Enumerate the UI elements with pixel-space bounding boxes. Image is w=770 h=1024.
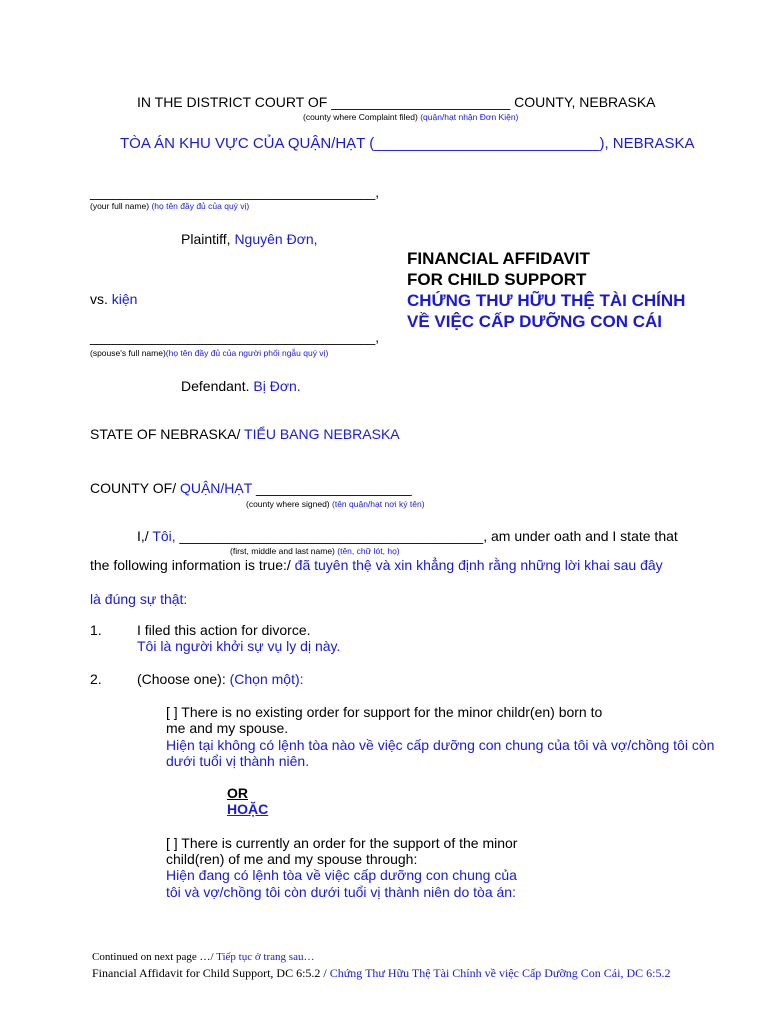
footer-form-id xyxy=(92,966,670,981)
oath-name-note xyxy=(230,546,400,556)
item-2-text-vi: (Chọn một): xyxy=(229,671,304,687)
footer-form-en: Financial Affidavit for Child Support, DC 6:5.2 / xyxy=(92,966,327,980)
oath-line-2-en: the following information is true:/ xyxy=(90,557,291,573)
oath-line-3-vi: là đúng sự thật: xyxy=(90,591,188,607)
versus xyxy=(90,291,137,307)
county-signed-note-vi: (tên quận/hạt nơi ký tên) xyxy=(332,499,425,509)
county-line xyxy=(90,480,412,496)
oath-line xyxy=(137,528,678,544)
option-b-line-2: child(ren) of me and my spouse through: xyxy=(166,851,418,867)
option-a-line-2: me and my spouse. xyxy=(166,720,289,736)
court-line-vi: TÒA ÁN KHU VỰC CỦA QUẬN/HẠT (___________________________), NEBRASKA xyxy=(120,135,695,152)
county-en: COUNTY OF/ xyxy=(90,480,177,496)
versus-vi: kiện xyxy=(111,291,138,307)
county-signed-note xyxy=(246,499,425,509)
plaintiff-name-line: ______________________________________, xyxy=(90,185,380,200)
option-a-checkbox-line[interactable]: [ ] There is no existing order for support for the minor childr(en) born to xyxy=(166,704,603,720)
item-2-text xyxy=(137,671,304,687)
or-label-en: OR xyxy=(227,785,248,801)
county-signed-note-en: (county where signed) xyxy=(246,499,330,509)
plaintiff-label-vi: Nguyên Đơn, xyxy=(234,231,318,247)
court-line: IN THE DISTRICT COURT OF _______________________ COUNTY, NEBRASKA xyxy=(137,94,656,110)
option-b-checkbox-line[interactable]: [ ] There is currently an order for the support of the minor xyxy=(166,835,518,851)
defendant-name-line: ______________________________________, xyxy=(90,330,380,345)
option-b-vi-line-1: Hiện đang có lệnh tòa về việc cấp dưỡng con chung của xyxy=(166,867,517,883)
item-1-text-vi: Tôi là người khởi sự vụ ly dị này. xyxy=(137,638,341,654)
oath-prefix-en: I,/ xyxy=(137,528,149,544)
or-label-vi: HOẶC xyxy=(227,801,269,817)
defendant-name-note xyxy=(90,348,328,358)
oath-line-2-vi: đã tuyên thệ và xin khẳng định rằng những lời khai sau đây xyxy=(294,557,663,573)
oath-blank-text: _______________________________________, am under oath and I state that xyxy=(179,528,678,544)
county-vi: QUẬN/HẠT xyxy=(179,480,253,496)
item-1-text-en: I filed this action for divorce. xyxy=(137,622,311,638)
option-a-vi-line-1: Hiện tại không có lệnh tòa nào về việc cấp dưỡng con chung của tôi và vợ/chồng tôi còn xyxy=(166,737,715,753)
plaintiff-label-en: Plaintiff, xyxy=(181,231,231,247)
footer-continued-en: Continued on next page …/ xyxy=(92,951,214,963)
item-2-number: 2. xyxy=(90,671,102,687)
county-blank: ____________________ xyxy=(255,480,412,496)
defendant-note-vi: (họ tên đầy đủ của người phối ngẫu quý vị) xyxy=(165,348,329,358)
defendant-label-vi: Bị Đơn. xyxy=(253,378,301,394)
footer-continued-vi: Tiếp tục ở trang sau… xyxy=(216,951,315,963)
document-title xyxy=(407,248,685,332)
versus-en: vs. xyxy=(90,291,108,307)
plaintiff-note-vi: (họ tên đầy đủ của quý vị) xyxy=(151,201,250,211)
title-line-4-vi: VỀ VIỆC CẤP DƯỠNG CON CÁI xyxy=(407,312,662,331)
state-line xyxy=(90,426,400,442)
oath-prefix-vi: Tôi, xyxy=(152,528,176,544)
oath-note-en: (first, middle and last name) xyxy=(230,546,335,556)
defendant-note-en: (spouse's full name) xyxy=(90,348,166,358)
plaintiff-name-note xyxy=(90,201,249,211)
item-2-text-en: (Choose one): xyxy=(137,671,226,687)
county-filed-note xyxy=(303,112,518,122)
item-1-number: 1. xyxy=(90,622,102,638)
state-en: STATE OF NEBRASKA/ xyxy=(90,426,241,442)
footer-form-vi: Chứng Thư Hữu Thệ Tài Chính về việc Cấp Dưỡng Con Cái, DC 6:5.2 xyxy=(329,966,671,980)
defendant-label xyxy=(181,378,301,394)
option-b-vi-line-2: tôi và vợ/chồng tôi còn dưới tuổi vị thành niên do tòa án: xyxy=(166,884,516,900)
county-filed-note-en: (county where Complaint filed) xyxy=(303,112,418,122)
title-line-3-vi: CHỨNG THƯ HỮU THỆ TÀI CHÍNH xyxy=(407,291,686,310)
title-line-2: FOR CHILD SUPPORT xyxy=(407,270,587,289)
state-vi: TIỂU BANG NEBRASKA xyxy=(244,426,400,442)
county-filed-note-vi: (quận/hạt nhận Đơn Kiện) xyxy=(420,112,519,122)
defendant-label-en: Defendant. xyxy=(181,378,250,394)
option-a-vi-line-2: dưới tuổi vị thành niên. xyxy=(166,753,310,769)
plaintiff-note-en: (your full name) xyxy=(90,201,150,211)
oath-line-2 xyxy=(90,557,663,573)
footer-continued xyxy=(92,951,314,963)
oath-note-vi: (tên, chữ lót, họ) xyxy=(337,546,400,556)
title-line-1: FINANCIAL AFFIDAVIT xyxy=(407,249,590,268)
plaintiff-label xyxy=(181,231,318,247)
